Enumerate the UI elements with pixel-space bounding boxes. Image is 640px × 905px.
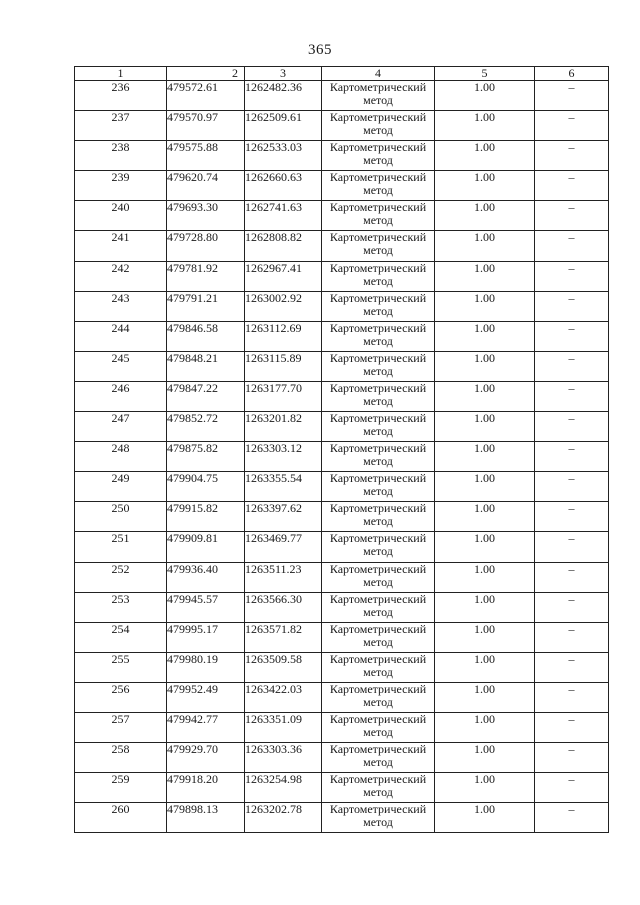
method-cell: [322, 712, 435, 742]
point-number-cell: 259: [75, 773, 167, 803]
header-row: [75, 67, 609, 81]
method-line-1: Картометрический: [329, 320, 427, 335]
coordinate-y-cell: 1263115.89: [245, 351, 322, 381]
point-number-cell: 258: [75, 743, 167, 773]
accuracy-cell: 1.00: [435, 712, 535, 742]
table-row: [75, 141, 609, 171]
method-cell: [322, 201, 435, 231]
coordinate-x-cell: 479915.82: [167, 502, 245, 532]
method-cell: [322, 111, 435, 141]
coordinate-y-cell: 1263571.82: [245, 622, 322, 652]
method-cell: [322, 652, 435, 682]
method-cell: [322, 81, 435, 111]
method-line-1: Картометрический: [329, 380, 427, 395]
coordinate-x-cell: 479791.21: [167, 291, 245, 321]
method-line-2: метод: [363, 454, 393, 469]
table-row: [75, 111, 609, 141]
method-cell: [322, 321, 435, 351]
method-cell: [322, 682, 435, 712]
accuracy-cell: 1.00: [435, 381, 535, 411]
coordinate-y-cell: 1262533.03: [245, 141, 322, 171]
coordinate-y-cell: 1263177.70: [245, 381, 322, 411]
note-cell: –: [535, 803, 609, 833]
method-line-1: Картометрический: [329, 742, 427, 757]
table-row: [75, 682, 609, 712]
note-cell: –: [535, 712, 609, 742]
table-row: [75, 442, 609, 472]
coordinate-x-cell: 479781.92: [167, 261, 245, 291]
note-cell: –: [535, 442, 609, 472]
coordinate-y-cell: 1262482.36: [245, 81, 322, 111]
point-number-cell: 242: [75, 261, 167, 291]
accuracy-cell: 1.00: [435, 231, 535, 261]
table-row: [75, 652, 609, 682]
method-cell: [322, 291, 435, 321]
note-cell: –: [535, 472, 609, 502]
coordinate-x-cell: 479945.57: [167, 592, 245, 622]
table-header: [75, 67, 609, 81]
method-line-2: метод: [363, 785, 393, 800]
method-cell: [322, 502, 435, 532]
table-row: [75, 201, 609, 231]
header-col-6: 6: [535, 67, 609, 81]
coordinate-x-cell: 479572.61: [167, 81, 245, 111]
method-cell: [322, 141, 435, 171]
point-number-cell: 239: [75, 171, 167, 201]
accuracy-cell: 1.00: [435, 412, 535, 442]
coordinate-y-cell: 1263566.30: [245, 592, 322, 622]
coordinate-y-cell: 1263254.98: [245, 773, 322, 803]
accuracy-cell: 1.00: [435, 502, 535, 532]
coordinate-y-cell: 1263112.69: [245, 321, 322, 351]
accuracy-cell: 1.00: [435, 592, 535, 622]
coordinate-x-cell: 479995.17: [167, 622, 245, 652]
coordinate-x-cell: 479942.77: [167, 712, 245, 742]
coordinate-x-cell: 479909.81: [167, 532, 245, 562]
coordinate-x-cell: 479620.74: [167, 171, 245, 201]
accuracy-cell: 1.00: [435, 652, 535, 682]
table-row: [75, 171, 609, 201]
accuracy-cell: 1.00: [435, 321, 535, 351]
point-number-cell: 256: [75, 682, 167, 712]
accuracy-cell: 1.00: [435, 141, 535, 171]
coordinate-x-cell: 479918.20: [167, 773, 245, 803]
method-cell: [322, 743, 435, 773]
accuracy-cell: 1.00: [435, 171, 535, 201]
point-number-cell: 248: [75, 442, 167, 472]
method-line-2: метод: [363, 303, 393, 318]
method-line-2: метод: [363, 93, 393, 107]
note-cell: –: [535, 622, 609, 652]
coordinate-y-cell: 1263002.92: [245, 291, 322, 321]
accuracy-cell: 1.00: [435, 532, 535, 562]
coordinate-y-cell: 1263509.58: [245, 652, 322, 682]
note-cell: –: [535, 592, 609, 622]
coordinate-x-cell: 479904.75: [167, 472, 245, 502]
accuracy-cell: 1.00: [435, 351, 535, 381]
method-cell: [322, 773, 435, 803]
table-row: [75, 291, 609, 321]
point-number-cell: 247: [75, 412, 167, 442]
method-line-1: Картометрический: [329, 802, 427, 817]
point-number-cell: 257: [75, 712, 167, 742]
method-cell: [322, 472, 435, 502]
table-row: [75, 351, 609, 381]
coordinate-x-cell: 479575.88: [167, 141, 245, 171]
method-line-2: метод: [363, 123, 393, 138]
note-cell: –: [535, 381, 609, 411]
table-row: [75, 743, 609, 773]
method-line-1: Картометрический: [329, 531, 427, 546]
method-line-1: Картометрический: [329, 230, 427, 245]
coordinate-x-cell: 479980.19: [167, 652, 245, 682]
coordinate-x-cell: 479929.70: [167, 743, 245, 773]
header-col-2: 2: [167, 67, 245, 81]
table-row: [75, 502, 609, 532]
method-line-2: метод: [363, 574, 393, 589]
accuracy-cell: 1.00: [435, 291, 535, 321]
method-line-1: Картометрический: [329, 140, 427, 155]
table-row: [75, 321, 609, 351]
method-cell: [322, 562, 435, 592]
method-cell: [322, 532, 435, 562]
method-line-2: метод: [363, 273, 393, 288]
coordinate-x-cell: 479848.21: [167, 351, 245, 381]
note-cell: –: [535, 201, 609, 231]
point-number-cell: 253: [75, 592, 167, 622]
point-number-cell: 246: [75, 381, 167, 411]
table-row: [75, 622, 609, 652]
note-cell: –: [535, 682, 609, 712]
method-line-1: Картометрический: [329, 471, 427, 486]
accuracy-cell: 1.00: [435, 622, 535, 652]
coordinate-x-cell: 479898.13: [167, 803, 245, 833]
method-cell: [322, 442, 435, 472]
coordinate-y-cell: 1262509.61: [245, 111, 322, 141]
point-number-cell: 252: [75, 562, 167, 592]
point-number-cell: 245: [75, 351, 167, 381]
coordinate-y-cell: 1262660.63: [245, 171, 322, 201]
method-cell: [322, 261, 435, 291]
method-cell: [322, 381, 435, 411]
coordinate-y-cell: 1263469.77: [245, 532, 322, 562]
method-line-1: Картометрический: [329, 501, 427, 516]
method-line-1: Картометрический: [329, 350, 427, 365]
coordinate-y-cell: 1262967.41: [245, 261, 322, 291]
method-cell: [322, 622, 435, 652]
method-line-1: Картометрический: [329, 561, 427, 576]
method-line-1: Картометрический: [329, 260, 427, 275]
accuracy-cell: 1.00: [435, 472, 535, 502]
accuracy-cell: 1.00: [435, 201, 535, 231]
method-cell: [322, 231, 435, 261]
point-number-cell: 260: [75, 803, 167, 833]
table-row: [75, 803, 609, 833]
point-number-cell: 254: [75, 622, 167, 652]
point-number-cell: 250: [75, 502, 167, 532]
header-col-1: 1: [75, 67, 167, 81]
method-line-1: Картометрический: [329, 170, 427, 185]
note-cell: –: [535, 291, 609, 321]
method-cell: [322, 171, 435, 201]
method-line-1: Картометрический: [329, 80, 427, 94]
method-line-1: Картометрический: [329, 651, 427, 666]
method-line-2: метод: [363, 544, 393, 559]
coordinate-y-cell: 1263303.36: [245, 743, 322, 773]
accuracy-cell: 1.00: [435, 803, 535, 833]
accuracy-cell: 1.00: [435, 682, 535, 712]
coordinate-y-cell: 1263397.62: [245, 502, 322, 532]
note-cell: –: [535, 412, 609, 442]
point-number-cell: 238: [75, 141, 167, 171]
note-cell: –: [535, 502, 609, 532]
point-number-cell: 251: [75, 532, 167, 562]
method-line-1: Картометрический: [329, 441, 427, 456]
coordinate-y-cell: 1263422.03: [245, 682, 322, 712]
method-line-2: метод: [363, 243, 393, 258]
accuracy-cell: 1.00: [435, 773, 535, 803]
table-body: [75, 81, 609, 833]
method-line-1: Картометрический: [329, 110, 427, 125]
table-row: [75, 261, 609, 291]
method-line-2: метод: [363, 213, 393, 228]
note-cell: –: [535, 532, 609, 562]
method-line-2: метод: [363, 363, 393, 378]
note-cell: –: [535, 81, 609, 111]
coordinate-x-cell: 479570.97: [167, 111, 245, 141]
note-cell: –: [535, 171, 609, 201]
table-row: [75, 712, 609, 742]
method-line-2: метод: [363, 514, 393, 529]
coordinate-x-cell: 479936.40: [167, 562, 245, 592]
coordinate-y-cell: 1263201.82: [245, 412, 322, 442]
method-line-2: метод: [363, 815, 393, 830]
coordinate-y-cell: 1262741.63: [245, 201, 322, 231]
coordinate-y-cell: 1262808.82: [245, 231, 322, 261]
method-line-2: метод: [363, 604, 393, 619]
method-line-2: метод: [363, 424, 393, 439]
method-line-2: метод: [363, 333, 393, 348]
coordinate-x-cell: 479852.72: [167, 412, 245, 442]
method-line-2: метод: [363, 153, 393, 168]
point-number-cell: 243: [75, 291, 167, 321]
table-row: [75, 562, 609, 592]
coordinate-y-cell: 1263355.54: [245, 472, 322, 502]
note-cell: –: [535, 773, 609, 803]
method-line-1: Картометрический: [329, 411, 427, 426]
method-line-1: Картометрический: [329, 621, 427, 636]
header-col-5: 5: [435, 67, 535, 81]
accuracy-cell: 1.00: [435, 81, 535, 111]
method-line-2: метод: [363, 393, 393, 408]
table-row: [75, 231, 609, 261]
method-line-2: метод: [363, 724, 393, 739]
header-col-3: 3: [245, 67, 322, 81]
method-cell: [322, 592, 435, 622]
point-number-cell: 236: [75, 81, 167, 111]
table-row: [75, 532, 609, 562]
method-cell: [322, 351, 435, 381]
method-line-1: Картометрический: [329, 711, 427, 726]
page-number: 365: [308, 42, 332, 58]
point-number-cell: 237: [75, 111, 167, 141]
note-cell: –: [535, 652, 609, 682]
table-row: [75, 81, 609, 111]
header-col-4: 4: [322, 67, 435, 81]
coordinate-x-cell: 479693.30: [167, 201, 245, 231]
method-line-2: метод: [363, 755, 393, 770]
note-cell: –: [535, 231, 609, 261]
table-row: [75, 381, 609, 411]
table-row: [75, 472, 609, 502]
coordinate-x-cell: 479846.58: [167, 321, 245, 351]
coordinate-y-cell: 1263202.78: [245, 803, 322, 833]
coordinate-x-cell: 479728.80: [167, 231, 245, 261]
point-number-cell: 249: [75, 472, 167, 502]
method-cell: [322, 412, 435, 442]
accuracy-cell: 1.00: [435, 111, 535, 141]
accuracy-cell: 1.00: [435, 261, 535, 291]
accuracy-cell: 1.00: [435, 743, 535, 773]
note-cell: –: [535, 141, 609, 171]
method-line-1: Картометрический: [329, 200, 427, 215]
method-line-1: Картометрический: [329, 772, 427, 787]
accuracy-cell: 1.00: [435, 442, 535, 472]
point-number-cell: 244: [75, 321, 167, 351]
table-row: [75, 412, 609, 442]
table-row: [75, 773, 609, 803]
method-line-2: метод: [363, 634, 393, 649]
method-line-2: метод: [363, 664, 393, 679]
coordinates-table: [74, 66, 609, 833]
note-cell: –: [535, 111, 609, 141]
coordinate-y-cell: 1263511.23: [245, 562, 322, 592]
coordinate-x-cell: 479847.22: [167, 381, 245, 411]
method-cell: [322, 803, 435, 833]
method-line-1: Картометрический: [329, 290, 427, 305]
method-line-1: Картометрический: [329, 591, 427, 606]
method-line-1: Картометрический: [329, 681, 427, 696]
coordinate-y-cell: 1263351.09: [245, 712, 322, 742]
method-line-2: метод: [363, 484, 393, 499]
table-row: [75, 592, 609, 622]
coordinate-x-cell: 479952.49: [167, 682, 245, 712]
note-cell: –: [535, 321, 609, 351]
method-line-2: метод: [363, 183, 393, 198]
note-cell: –: [535, 743, 609, 773]
coordinate-y-cell: 1263303.12: [245, 442, 322, 472]
point-number-cell: 241: [75, 231, 167, 261]
point-number-cell: 240: [75, 201, 167, 231]
method-line-2: метод: [363, 694, 393, 709]
accuracy-cell: 1.00: [435, 562, 535, 592]
point-number-cell: 255: [75, 652, 167, 682]
coordinate-x-cell: 479875.82: [167, 442, 245, 472]
note-cell: –: [535, 261, 609, 291]
note-cell: –: [535, 562, 609, 592]
note-cell: –: [535, 351, 609, 381]
